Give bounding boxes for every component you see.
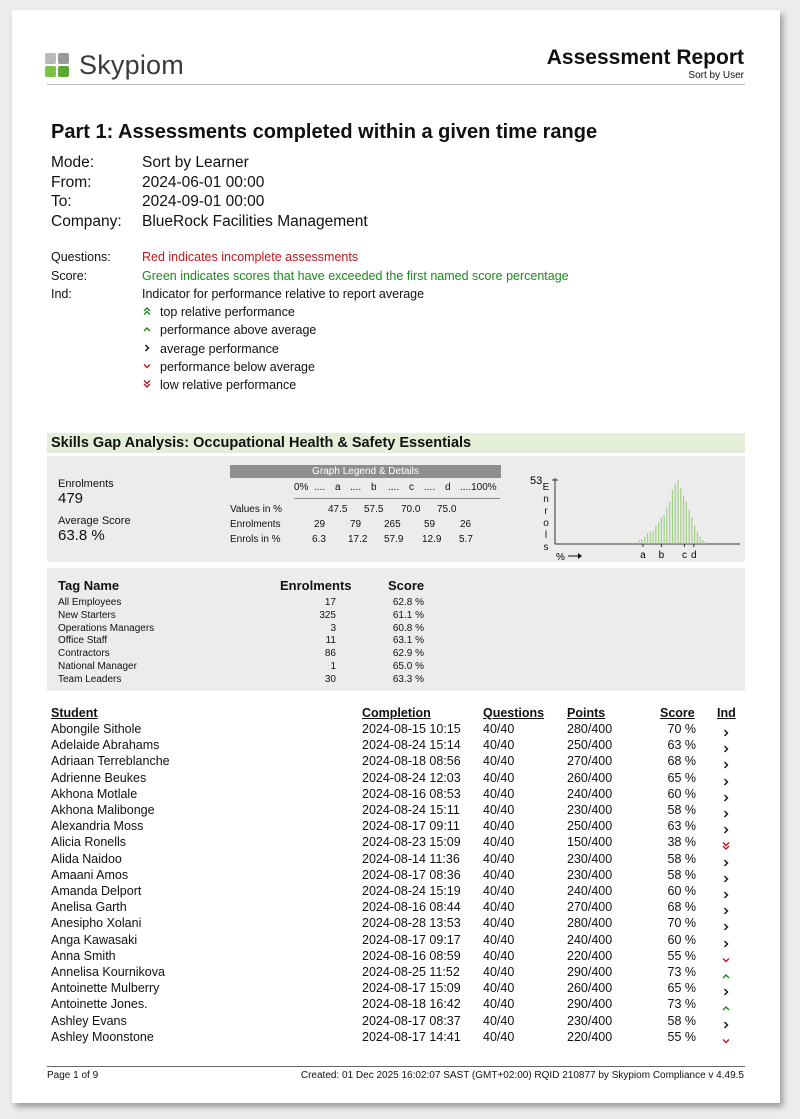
average-score-label: Average Score (58, 515, 131, 527)
indicator-text: top relative performance (160, 305, 295, 319)
key-label: Ind: (51, 287, 72, 301)
double-up-icon (142, 305, 160, 319)
legend-cell: 12.9 (422, 534, 442, 545)
legend-scale-item: ....100% (460, 482, 497, 493)
questions-cell: 40/40 (483, 803, 515, 817)
score-header: Score (660, 706, 695, 720)
indicator-header: Ind (717, 706, 736, 720)
questions-cell: 40/40 (483, 900, 515, 915)
legend-scale-item: .... (314, 482, 326, 493)
key-value: Red indicates incomplete assessments (142, 250, 359, 264)
tag-score-cell: 63.3 % (392, 673, 424, 685)
legend-scale-item: d (445, 482, 451, 493)
tag-header-name: Tag Name (58, 578, 120, 593)
points-cell: 260/400 (567, 981, 613, 996)
meta-label: Mode: (51, 154, 95, 171)
marker-label: d (690, 550, 697, 561)
indicator-legend-item (142, 378, 296, 392)
score-cell: 58 % (667, 803, 696, 817)
completion-cell: 2024-08-17 08:36 (362, 867, 461, 882)
questions-cell: 40/40 (483, 867, 515, 882)
histogram-max-label: 53 (530, 475, 543, 487)
points-cell: 230/400 (567, 867, 613, 882)
logo-text: Skypiom (79, 50, 184, 80)
questions-cell: 40/40 (483, 1029, 515, 1044)
enrolments-value: 479 (58, 490, 84, 507)
questions-cell: 40/40 (483, 770, 515, 785)
tag-name-cell: Team Leaders (58, 673, 122, 685)
enrolment-histogram (522, 460, 747, 566)
y-label-letter: l (544, 530, 548, 541)
score-cell: 58 % (667, 851, 696, 866)
completion-cell: 2024-08-24 12:03 (362, 770, 461, 785)
points-cell: 240/400 (567, 932, 613, 947)
score-cell: 58 % (667, 867, 696, 882)
points-cell: 250/400 (567, 819, 613, 834)
legend-cell: 57.9 (384, 534, 404, 545)
points-cell: 280/400 (567, 916, 613, 931)
legend-cell: 6.3 (312, 534, 326, 545)
meta-label: From: (51, 174, 92, 191)
score-cell: 65 % (667, 981, 696, 996)
student-name-cell: Annelisa Kournikova (51, 965, 165, 979)
questions-cell: 40/40 (483, 916, 515, 931)
indicator-text: performance above average (160, 323, 317, 337)
graph-legend-title: Graph Legend & Details (230, 465, 501, 478)
score-cell: 63 % (667, 738, 696, 753)
double-down-icon (142, 378, 160, 392)
student-name-cell: Amanda Delport (51, 884, 142, 898)
completion-cell: 2024-08-17 15:09 (362, 981, 461, 996)
score-cell: 70 % (667, 722, 696, 736)
legend-scale-item: .... (424, 482, 436, 493)
report-subtitle: Sort by User (688, 70, 744, 81)
student-name-cell: Adrienne Beukes (51, 770, 147, 785)
completion-cell: 2024-08-18 16:42 (362, 997, 461, 1012)
marker-label: c (682, 550, 687, 561)
student-name-cell: Ashley Moonstone (51, 1029, 154, 1044)
y-label-letter: s (543, 542, 549, 553)
legend-cell: 59 (424, 519, 436, 530)
score-cell: 68 % (667, 754, 696, 769)
legend-row-label: Enrolments (230, 519, 281, 530)
completion-cell: 2024-08-24 15:14 (362, 738, 461, 753)
legend-scale-item: a (335, 482, 341, 493)
histogram-y-label (541, 482, 551, 554)
points-cell: 240/400 (567, 884, 613, 898)
legend-cell: 5.7 (459, 534, 473, 545)
student-name-cell: Antoinette Mulberry (51, 981, 160, 996)
indicator-text: performance below average (160, 360, 315, 374)
legend-cell: 26 (460, 519, 472, 530)
legend-scale-item: .... (350, 482, 362, 493)
points-header: Points (567, 706, 606, 720)
tag-enrolments-cell: 325 (319, 609, 336, 621)
legend-scale-item: b (371, 482, 377, 493)
completion-cell: 2024-08-14 11:36 (362, 851, 460, 866)
completion-cell: 2024-08-23 15:09 (362, 835, 461, 850)
score-cell: 73 % (667, 965, 696, 979)
legend-cell: 265 (384, 519, 401, 530)
completion-cell: 2024-08-16 08:44 (362, 900, 461, 915)
down-icon (721, 1033, 731, 1051)
completion-cell: 2024-08-25 11:52 (362, 965, 460, 979)
skills-gap-title: Skills Gap Analysis: Occupational Health & Safety Essentials (47, 433, 745, 453)
questions-cell: 40/40 (483, 1013, 515, 1028)
student-name-cell: Adriaan Terreblanche (51, 754, 170, 769)
tag-enrolments-cell: 86 (324, 648, 336, 660)
tag-score-cell: 62.9 % (392, 648, 424, 660)
tag-score-cell: 65.0 % (392, 661, 424, 672)
points-cell: 250/400 (567, 738, 613, 753)
completion-cell: 2024-08-17 09:17 (362, 932, 461, 947)
student-name-cell: Anesipho Xolani (51, 916, 142, 931)
score-cell: 60 % (667, 786, 696, 801)
questions-cell: 40/40 (483, 965, 515, 979)
questions-cell: 40/40 (483, 948, 515, 963)
tag-header-enrolments: Enrolments (280, 578, 352, 593)
legend-scale-item: c (409, 482, 414, 493)
indicator-legend-item (142, 305, 295, 319)
completion-cell: 2024-08-24 15:19 (362, 884, 461, 898)
student-name-cell: Antoinette Jones. (51, 997, 148, 1012)
student-name-cell: Amaani Amos (51, 867, 129, 882)
points-cell: 290/400 (567, 997, 613, 1012)
points-cell: 220/400 (567, 1029, 613, 1044)
key-value: Indicator for performance relative to report average (142, 287, 425, 301)
points-cell: 270/400 (567, 900, 613, 915)
legend-cell: 70.0 (401, 504, 421, 515)
legend-scale-item: .... (388, 482, 400, 493)
completion-cell: 2024-08-16 08:53 (362, 786, 461, 801)
tag-name-cell: Operations Managers (58, 622, 155, 634)
y-label-letter: r (544, 506, 548, 517)
report-page (12, 10, 780, 1103)
score-cell: 73 % (667, 997, 696, 1012)
tag-score-cell: 61.1 % (392, 609, 424, 621)
tag-enrolments-cell: 11 (325, 635, 336, 647)
meta-value: 2024-09-01 00:00 (142, 193, 265, 210)
up-icon (142, 323, 160, 337)
legend-row-label: Enrols in % (230, 534, 281, 545)
questions-cell: 40/40 (483, 981, 515, 996)
questions-cell: 40/40 (483, 786, 515, 801)
legend-cell: 79 (350, 519, 362, 530)
enrolments-label: Enrolments (58, 478, 114, 490)
score-cell: 55 % (667, 1029, 696, 1044)
meta-value: Sort by Learner (142, 154, 249, 171)
student-name-cell: Alicia Ronells (51, 835, 127, 850)
tag-name-cell: Contractors (58, 648, 110, 660)
score-cell: 55 % (667, 948, 696, 963)
points-cell: 280/400 (567, 722, 613, 736)
student-name-cell: Akhona Malibonge (51, 803, 155, 817)
indicator-legend-item (142, 323, 316, 337)
questions-cell: 40/40 (483, 738, 515, 753)
tag-name-cell: All Employees (58, 597, 122, 608)
key-label: Score: (51, 269, 88, 283)
company-logo (45, 50, 184, 81)
points-cell: 270/400 (567, 754, 613, 769)
indicator-text: average performance (160, 342, 279, 356)
meta-value: 2024-06-01 00:00 (142, 174, 265, 191)
tag-name-cell: Office Staff (58, 635, 108, 647)
score-cell: 58 % (667, 1013, 696, 1028)
score-cell: 38 % (667, 835, 696, 850)
y-label-letter: n (543, 494, 549, 505)
student-name-cell: Adelaide Abrahams (51, 738, 160, 753)
right-icon (142, 342, 160, 356)
legend-cell: 29 (314, 519, 326, 530)
completion-header: Completion (362, 706, 431, 720)
completion-cell: 2024-08-16 08:59 (362, 948, 461, 963)
tag-enrolments-cell: 3 (330, 622, 336, 634)
questions-cell: 40/40 (483, 835, 515, 850)
tag-enrolments-cell: 30 (324, 673, 336, 685)
legend-cell: 17.2 (348, 534, 368, 545)
legend-scale-item: 0% (294, 482, 309, 493)
score-cell: 63 % (667, 819, 696, 834)
questions-cell: 40/40 (483, 819, 515, 834)
footer-divider (47, 1066, 745, 1067)
student-name-cell: Alexandria Moss (51, 819, 144, 834)
student-name-cell: Alida Naidoo (51, 851, 122, 866)
student-header: Student (51, 706, 98, 720)
completion-cell: 2024-08-17 08:37 (362, 1013, 461, 1028)
completion-cell: 2024-08-17 09:11 (362, 819, 460, 834)
tag-score-cell: 63.1 % (392, 635, 424, 647)
student-name-cell: Akhona Motlale (51, 786, 138, 801)
marker-label: a (640, 550, 646, 561)
points-cell: 240/400 (567, 786, 613, 801)
student-name-cell: Abongile Sithole (51, 722, 142, 736)
page-number: Page 1 of 9 (47, 1070, 99, 1081)
legend-cell: 75.0 (437, 504, 457, 515)
questions-header: Questions (483, 706, 545, 720)
tag-header-score: Score (388, 578, 425, 593)
meta-label: To: (51, 193, 72, 210)
completion-cell: 2024-08-17 14:41 (362, 1029, 461, 1044)
questions-cell: 40/40 (483, 754, 515, 769)
key-label: Questions: (51, 250, 111, 264)
questions-cell: 40/40 (483, 851, 515, 866)
average-score-value: 63.8 % (58, 527, 105, 544)
score-cell: 60 % (667, 932, 696, 947)
score-cell: 60 % (667, 884, 696, 898)
score-cell: 65 % (667, 770, 696, 785)
points-cell: 150/400 (567, 835, 613, 850)
student-name-cell: Anelisa Garth (51, 900, 127, 915)
questions-cell: 40/40 (483, 997, 515, 1012)
score-cell: 68 % (667, 900, 696, 915)
key-value: Green indicates scores that have exceeded the first named score percentage (142, 269, 569, 283)
y-label-letter: o (543, 518, 549, 529)
student-name-cell: Ashley Evans (51, 1013, 127, 1028)
score-cell: 70 % (667, 916, 696, 931)
tag-enrolments-cell: 1 (330, 661, 336, 672)
tag-name-cell: New Starters (58, 609, 116, 621)
indicator-legend-item (142, 342, 279, 356)
student-name-cell: Anga Kawasaki (51, 932, 138, 947)
points-cell: 290/400 (567, 965, 613, 979)
tag-enrolments-cell: 17 (324, 597, 336, 608)
x-arrow-icon (568, 553, 582, 559)
legend-cell: 57.5 (364, 504, 384, 515)
indicator-text: low relative performance (160, 378, 297, 392)
legend-row-label: Values in % (230, 504, 283, 515)
questions-cell: 40/40 (483, 722, 515, 736)
marker-label: b (658, 550, 665, 561)
completion-cell: 2024-08-18 08:56 (362, 754, 461, 769)
questions-cell: 40/40 (483, 884, 515, 898)
y-label-letter: E (542, 482, 550, 493)
points-cell: 230/400 (567, 851, 613, 866)
points-cell: 230/400 (567, 803, 613, 817)
tag-name-cell: National Manager (58, 661, 137, 672)
points-cell: 220/400 (567, 948, 613, 963)
tag-score-cell: 62.8 % (392, 597, 424, 608)
indicator-legend-item (142, 360, 315, 374)
report-title: Assessment Report (546, 46, 744, 69)
questions-cell: 40/40 (483, 932, 515, 947)
student-name-cell: Anna Smith (51, 948, 116, 963)
histogram-x-label: % (556, 552, 565, 563)
meta-label: Company: (51, 213, 122, 230)
points-cell: 260/400 (567, 770, 613, 785)
completion-cell: 2024-08-24 15:11 (362, 803, 460, 817)
legend-divider (294, 498, 500, 499)
down-icon (142, 360, 160, 374)
header-divider (47, 84, 745, 85)
meta-value: BlueRock Facilities Management (142, 213, 368, 230)
footer-created: Created: 01 Dec 2025 16:02:07 SAST (GMT+02:00) RQID 210877 by Skypiom Compliance v 4.49.5 (300, 1070, 744, 1081)
legend-cell: 47.5 (328, 504, 348, 515)
tag-score-cell: 60.8 % (392, 622, 424, 634)
points-cell: 230/400 (567, 1013, 613, 1028)
completion-cell: 2024-08-15 10:15 (362, 722, 461, 736)
part-title: Part 1: Assessments completed within a given time range (51, 121, 598, 143)
logo-mark-icon (45, 53, 71, 79)
completion-cell: 2024-08-28 13:53 (362, 916, 461, 931)
